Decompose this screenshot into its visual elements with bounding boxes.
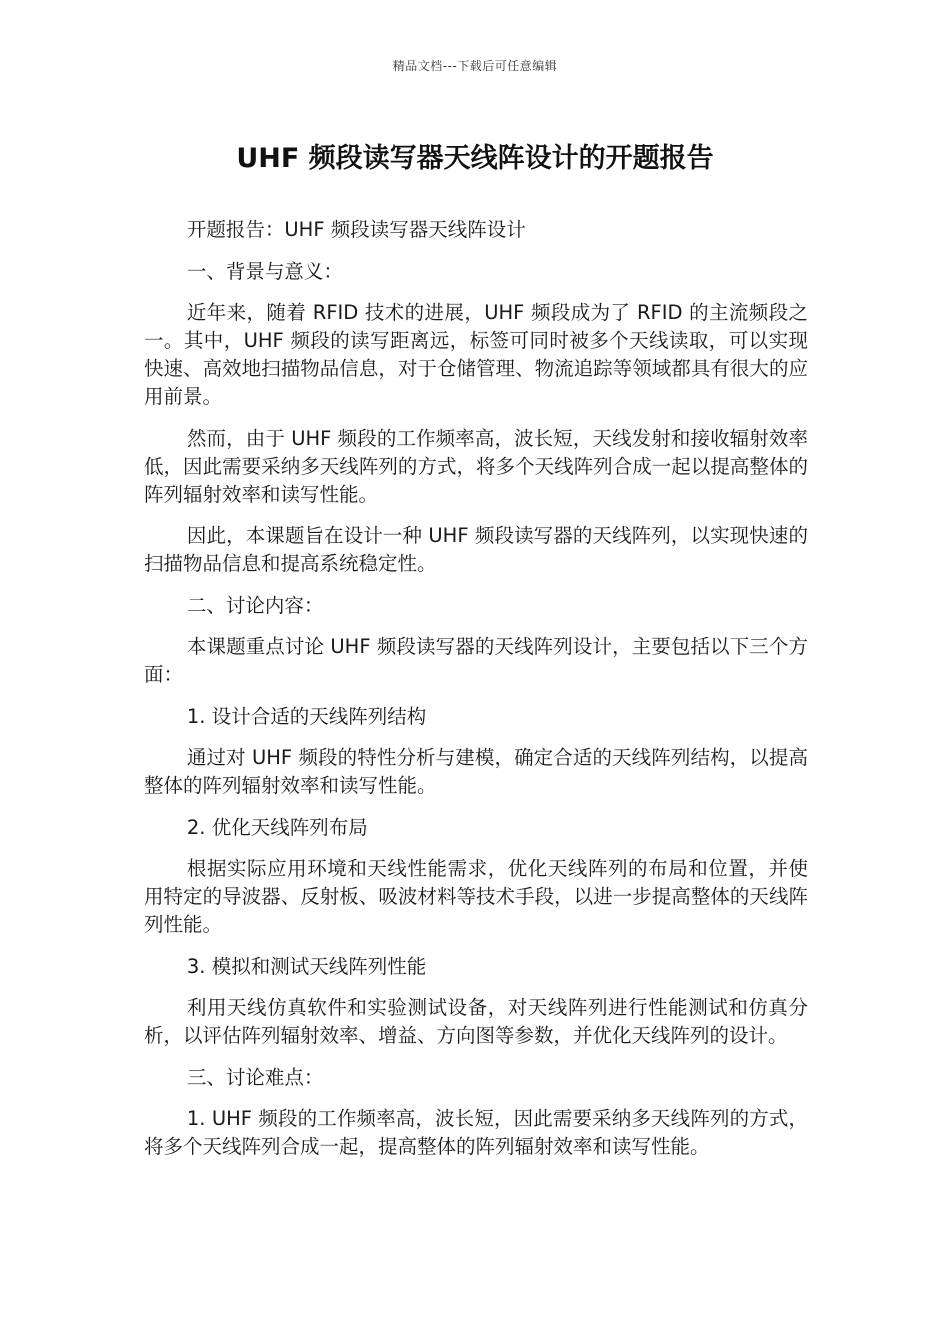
list-item-heading: 3. 模拟和测试天线阵列性能 xyxy=(186,954,427,978)
list-item-heading: 2. 优化天线阵列布局 xyxy=(186,815,368,839)
section-heading-background: 一、背景与意义： xyxy=(186,259,343,283)
paragraph: 因此，本课题旨在设计一种 UHF 频段读写器的天线阵列，以实现快速的扫描物品信息和提高系统稳定性。 xyxy=(144,524,808,575)
document-title: UHF 频段读写器天线阵设计的开题报告 xyxy=(236,143,714,174)
section-heading-difficulties: 三、讨论难点： xyxy=(186,1065,324,1089)
document-body xyxy=(144,216,808,1175)
paragraph: 然而，由于 UHF 频段的工作频率高，波长短，天线发射和接收辐射效率低，因此需要采纳多天线阵列的方式，将多个天线阵列合成一起以提高整体的阵列辐射效率和读写性能。 xyxy=(144,426,808,506)
paragraph: 1. UHF 频段的工作频率高，波长短，因此需要采纳多天线阵列的方式，将多个天线阵列合成一起，提高整体的阵列辐射效率和读写性能。 xyxy=(144,1107,808,1158)
paragraph: 利用天线仿真软件和实验测试设备，对天线阵列进行性能测试和仿真分析，以评估阵列辐射效率、增益、方向图等参数，并优化天线阵列的设计。 xyxy=(144,996,808,1047)
header-note: 精品文档---下载后可任意编辑 xyxy=(392,59,558,73)
section-heading-content: 二、讨论内容： xyxy=(186,593,324,617)
paragraph: 本课题重点讨论 UHF 频段读写器的天线阵列设计，主要包括以下三个方面： xyxy=(144,635,808,686)
paragraph-subtitle: 开题报告：UHF 频段读写器天线阵设计 xyxy=(186,218,526,241)
paragraph: 近年来，随着 RFID 技术的进展，UHF 频段成为了 RFID 的主流频段之一。其中，UHF 频段的读写距离远，标签可同时被多个天线读取，可以实现快速、高效地扫描物品信息，对于仓储管理、物流追踪等领域都具有很大的应用前景。 xyxy=(144,301,808,408)
paragraph: 通过对 UHF 频段的特性分析与建模，确定合适的天线阵列结构，以提高整体的阵列辐射效率和读写性能。 xyxy=(144,746,808,797)
list-item-heading: 1. 设计合适的天线阵列结构 xyxy=(186,704,427,728)
paragraph: 根据实际应用环境和天线性能需求，优化天线阵列的布局和位置，并使用特定的导波器、反射板、吸波材料等技术手段，以进一步提高整体的天线阵列性能。 xyxy=(144,857,808,936)
